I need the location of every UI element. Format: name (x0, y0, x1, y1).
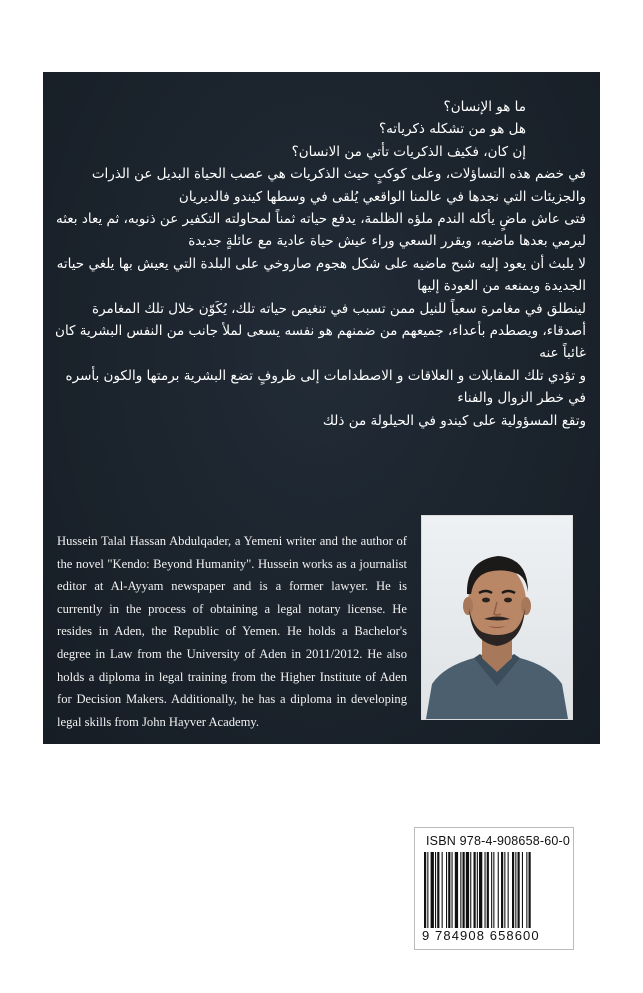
barcode-bar (485, 852, 486, 928)
barcode-bar (522, 852, 523, 928)
blurb-line: و تؤدي تلك المقابلات و العلاقات و الاصطدامات إلى ظروفٍ تضع البشرية برمتها والكون بأسره في خطر الزوال والفناء (65, 367, 586, 407)
barcode-bar (474, 852, 476, 928)
blurb-line: فتى عاش ماضٍ يأكله الندم ملؤه الظلمة، يدفع حياته ثمناً لمحاولته التكفير عن ذنوبه، ثم يعاد بعثه ليرمي بعدها ماضيه، ويقرر السعي وراء عيش حياة عادية مع عائلةٍ جديدة (55, 211, 586, 250)
barcode-bar (487, 852, 489, 928)
barcode-bar (518, 852, 520, 928)
barcode-bar (504, 852, 505, 928)
author-photo (421, 515, 573, 720)
barcode-bar (491, 852, 492, 928)
blurb-line: لينطلق في مغامرة سعياً للنيل ممن تسبب في تنغيص حياته تلك، يُكَوّن خلال تلك المغامرة أصدقاء، ويصطدم بأعداء، جميعهم من ضمنهم هو نفسه يسعى لملأ جانب من النفس البشرية كان غائباً عنه (55, 300, 586, 362)
arabic-blurb (54, 96, 586, 432)
blurb-line: هل هو من تشكله ذكرياته؟ (379, 121, 526, 138)
barcode-bar (477, 852, 478, 928)
barcode-bar (437, 852, 439, 928)
barcode-bar (455, 852, 458, 928)
barcode-bar (446, 852, 447, 928)
barcode-bar (515, 852, 516, 928)
author-portrait-illustration (422, 516, 572, 719)
blurb-line: ما هو الإنسان؟ (443, 99, 526, 115)
barcode-icon (422, 852, 568, 928)
barcode-bar (435, 852, 436, 928)
barcode-bar (526, 852, 527, 928)
author-bio: Hussein Talal Hassan Abdulqader, a Yemeni writer and the author of the novel "Kendo: Beyond Humanity". Hussein works as a journalist editor at Al-Ayyam newspaper and is a former lawyer. He is currently in the process of obtaining a legal notary license. He resides in Aden, the Republic of Yemen. He holds a Bachelor's degree in Law from the University of Aden in 2011/2012. He also holds a diploma in legal training from the Higher Institute of Aden for Decision Makers. Additionally, he has a diploma in developing legal skills from John Hayver Academy. (57, 534, 407, 729)
blurb-line: وتقع المسؤولية على كيندو في الحيلولة من ذلك (322, 412, 586, 429)
barcode-bar (448, 852, 450, 928)
barcode-bar (424, 852, 426, 928)
blurb-line: لا يلبث أن يعود إليه شبح ماضيه على شكل هجوم صاروخي على البلدة التي يعيش بها يلغي حياته الجديدة ويمنعه من العودة إليها (56, 255, 586, 295)
barcode-bar (431, 852, 434, 928)
barcode-bar (508, 852, 509, 928)
barcode-bar (427, 852, 428, 928)
barcode-bar (460, 852, 461, 928)
barcode-digits: 9 784908 658600 (422, 928, 540, 943)
barcode-bar (493, 852, 494, 928)
blurb-line: في خضم هذه التساؤلات، وعلى كوكبٍ حيث الذكريات هي عصب الحياة البديل عن الذرات والجزيئات التي نجدها في عالمنا الواقعي يُلقى في وسطها كيندو فالديريان (91, 166, 586, 205)
barcode-bar (529, 852, 531, 928)
barcode-bar (501, 852, 503, 928)
barcode-bar (498, 852, 499, 928)
barcode-bar (479, 852, 482, 928)
blurb-line: إن كان، فكيف الذكريات تأتي من الانسان؟ (291, 143, 526, 160)
barcode-bar (442, 852, 443, 928)
barcode-bar (470, 852, 471, 928)
barcode-bar (463, 852, 465, 928)
isbn-label: ISBN 978-4-908658-60-0 (426, 834, 571, 848)
barcode-bar (452, 852, 453, 928)
barcode-bar (466, 852, 469, 928)
barcode-bar (512, 852, 514, 928)
